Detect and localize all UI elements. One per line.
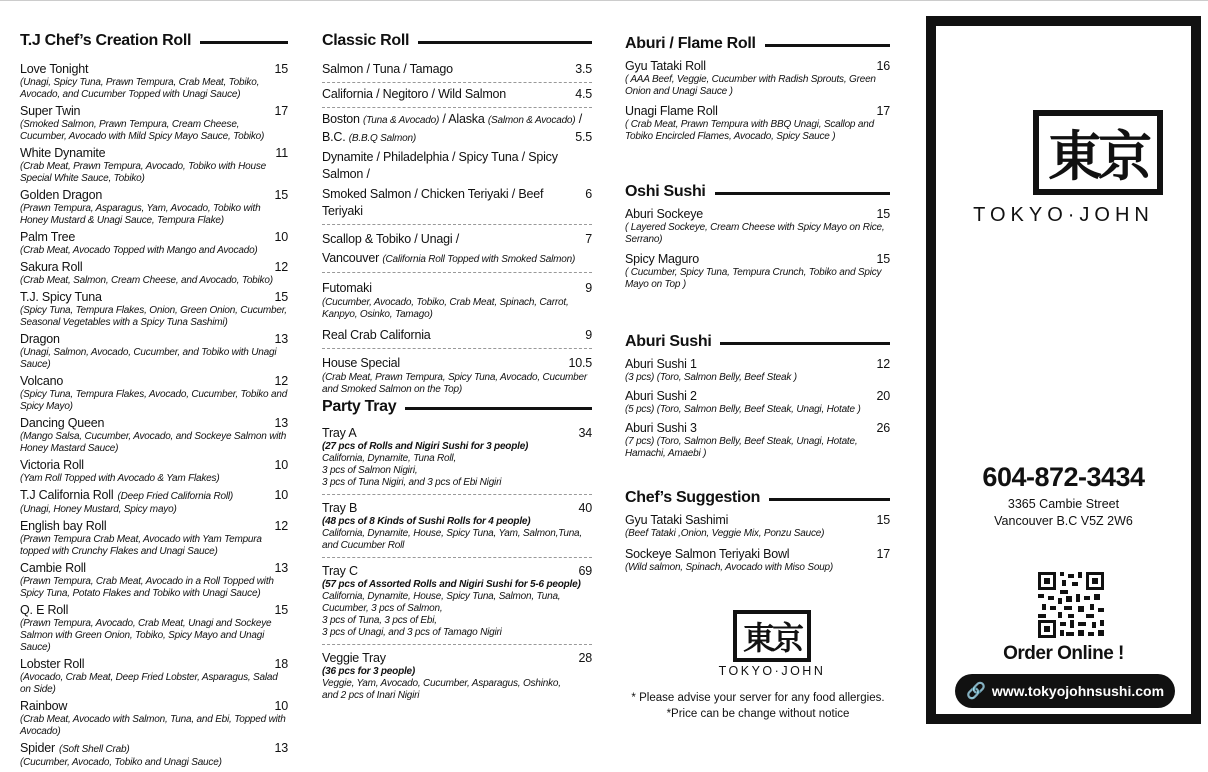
item-sub: (36 pcs for 3 people) [322, 666, 416, 677]
menu-item [20, 416, 288, 455]
section-title [322, 28, 592, 54]
item-price: 10 [274, 488, 288, 502]
item-price: 9 [585, 281, 592, 295]
item-name: Tray C [322, 564, 358, 578]
item-desc: (Prawn Tempura, Asparagus, Yam, Avocado, Tobiko with Honey Mustard & Unagi Sauce, Tempura Flake) [20, 203, 261, 226]
item-price: 10.5 [568, 356, 592, 370]
oshi-section [625, 179, 890, 297]
item-price: 12 [876, 357, 890, 371]
item-line: California, Dynamite, House, Spicy Tuna, Salmon, Tuna, [322, 591, 561, 602]
item-desc: (Cucumber, Avocado, Tobiko, Crab Meat, Spinach, Carrot, Kanpyo, Osinko, Tamago) [322, 297, 569, 320]
item-price: 13 [274, 741, 288, 755]
item-price: 10 [274, 230, 288, 244]
menu-item [322, 83, 592, 108]
item-name: California / Negitoro / Wild Salmon [322, 87, 507, 101]
item-name [625, 421, 870, 436]
item-price: 28 [578, 651, 592, 665]
item-name-text: Q. E Roll [20, 603, 69, 617]
item-price: 7 [585, 232, 592, 246]
item-name-text: Victoria Roll [20, 458, 84, 472]
item-name [20, 416, 268, 431]
title-rule [405, 407, 592, 410]
section-title [625, 485, 890, 511]
item-name [625, 389, 870, 404]
item-name: Tray A [322, 426, 357, 440]
menu-item [625, 252, 890, 291]
menu-item [625, 357, 890, 384]
party-tray-section [322, 394, 592, 711]
item-price: 15 [274, 62, 288, 76]
chef-title: Chef’s Suggestion [625, 489, 761, 506]
item-name [20, 488, 268, 504]
item-name [625, 104, 870, 119]
logo-kanji: 東京 [1048, 125, 1148, 188]
menu-item [20, 290, 288, 329]
menu-item [20, 260, 288, 287]
item-name [625, 357, 870, 372]
item-name-text: Volcano [20, 374, 64, 388]
item-price: 15 [274, 290, 288, 304]
menu-item [20, 374, 288, 413]
item-line: Veggie, Yam, Avocado, Cucumber, Asparagus, Oshinko, [322, 678, 561, 689]
item-price: 26 [876, 421, 890, 435]
item-name [20, 657, 268, 672]
menu-item [20, 146, 288, 185]
item-note: (Deep Fried California Roll) [117, 491, 234, 502]
menu-item [20, 332, 288, 371]
item-desc: (Unagi, Honey Mustard, Spicy mayo) [20, 504, 177, 515]
item-desc: (7 pcs) (Toro, Salmon Belly, Beef Steak, Unagi, Hotate, Hamachi, Amaebi ) [625, 436, 858, 459]
section-title [322, 394, 592, 420]
item-note: (California Roll Topped with Smoked Salmon) [382, 254, 576, 265]
aburi-sushi-title: Aburi Sushi [625, 333, 712, 350]
item-name [625, 59, 870, 74]
contact-panel [926, 16, 1201, 724]
item-name-text: Aburi Sushi 2 [625, 389, 697, 403]
item-sub: (57 pcs of Assorted Rolls and Nigiri Sushi for 5-6 people) [322, 579, 581, 590]
creation-list [20, 62, 288, 769]
item-name [20, 188, 268, 203]
order-online-label: Order Online ! [1003, 643, 1124, 664]
item-price: 17 [876, 104, 890, 118]
item-price: 40 [578, 501, 592, 515]
classic-title: Classic Roll [322, 32, 410, 49]
menu-item [322, 349, 592, 400]
item-desc: (Prawn Tempura Crab Meat, Avocado with Yam Tempura topped with Crunchy Flakes and Unagi Sauce) [20, 534, 262, 557]
logo-box [1033, 110, 1163, 195]
qr-code-icon[interactable] [1038, 572, 1104, 638]
item-name [20, 458, 268, 473]
item-price: 4.5 [575, 87, 592, 101]
top-border [0, 0, 1208, 1]
small-logo-box [733, 610, 811, 662]
item-desc: (Crab Meat, Prawn Tempura, Avocado, Tobiko with House Special White Sauce, Tobiko) [20, 161, 267, 184]
item-desc: (Beef Tataki ,Onion, Veggie Mix, Ponzu Sauce) [625, 528, 825, 539]
item-sub: (48 pcs of 8 Kinds of Sushi Rolls for 4 people) [322, 516, 531, 527]
item-desc: (Smoked Salmon, Prawn Tempura, Cream Cheese, Cucumber, Avocado with Mild Spicy Mayo Sauce, Tobiko) [20, 119, 265, 142]
item-name [20, 374, 268, 389]
item-desc: (Crab Meat, Avocado Topped with Mango and Avocado) [20, 245, 258, 256]
item-line: and Cucumber Roll [322, 540, 405, 551]
item-name-text: Golden Dragon [20, 188, 103, 202]
aburi-flame-title: Aburi / Flame Roll [625, 35, 756, 52]
item-name-text: Spider [20, 741, 55, 755]
classic-roll-section [322, 28, 592, 701]
item-price: 12 [274, 260, 288, 274]
item-desc: ( Cucumber, Spicy Tuna, Tempura Crunch, Tobiko and Spicy Mayo on Top ) [625, 267, 882, 290]
item-name-text: Unagi Flame Roll [625, 104, 718, 118]
website-button[interactable] [955, 674, 1175, 708]
classic-list [322, 58, 592, 400]
item-name-text: Sockeye Salmon Teriyaki Bowl [625, 547, 790, 561]
flame-list [625, 59, 890, 143]
tray-c [322, 562, 592, 645]
menu-item [20, 188, 288, 227]
menu-item [20, 488, 288, 516]
item-desc: (Prawn Tempura, Avocado, Crab Meat, Unagi and Sockeye Salmon with Green Onion, Tobiko, Spicy Mayo and Unagi Sauce) [20, 618, 272, 653]
item-price: 11 [275, 146, 288, 160]
item-price: 10 [274, 458, 288, 472]
item-desc: (Avocado, Crab Meat, Deep Fried Lobster, Asparagus, Salad on Side) [20, 672, 278, 695]
item-name-text: Aburi Sushi 3 [625, 421, 697, 435]
item-name-text: Cambie Roll [20, 561, 86, 575]
item-desc: (Unagi, Salmon, Avocado, Cucumber, and Tobiko with Unagi Sauce) [20, 347, 277, 370]
creation-roll-section [20, 28, 288, 772]
chef-suggestion-section [625, 485, 890, 581]
item-note: (Tuna & Avocado) [363, 115, 440, 126]
chef-list [625, 513, 890, 574]
item-name: / [578, 112, 582, 126]
item-name [20, 260, 268, 275]
item-line: 3 pcs of Salmon Nigiri, [322, 465, 418, 476]
item-price: 15 [274, 188, 288, 202]
section-title [20, 28, 288, 54]
item-desc: (Prawn Tempura, Crab Meat, Avocado in a Roll Topped with Spicy Tuna, Potato Flakes and Tobiko with Unagi Sauce) [20, 576, 274, 599]
item-name [20, 332, 268, 347]
section-title [625, 179, 890, 205]
oshi-list [625, 207, 890, 291]
item-name [20, 290, 268, 305]
item-price: 12 [274, 374, 288, 388]
item-name-text: Palm Tree [20, 230, 76, 244]
item-price: 16 [876, 59, 890, 73]
allergy-notice: * Please advise your server for any food allergies. [631, 692, 885, 704]
aburi-flame-section [625, 31, 890, 149]
item-name [625, 547, 870, 562]
item-note: (Soft Shell Crab) [58, 744, 130, 755]
item-price: 15 [876, 207, 890, 221]
item-name [20, 519, 268, 534]
title-rule [769, 498, 890, 501]
menu-item [20, 741, 288, 769]
item-name-text: Super Twin [20, 104, 81, 118]
item-name-text: Sakura Roll [20, 260, 83, 274]
section-title [625, 31, 890, 57]
menu-item [322, 108, 592, 225]
menu-item [20, 561, 288, 600]
item-line: Cucumber, 3 pcs of Salmon, [322, 603, 443, 614]
item-name [20, 146, 269, 161]
item-name [20, 230, 268, 245]
item-name-text: Aburi Sushi 1 [625, 357, 697, 371]
item-price: 10 [274, 699, 288, 713]
item-price: 17 [876, 547, 890, 561]
creation-title: T.J Chef’s Creation Roll [20, 32, 192, 49]
item-price: 12 [274, 519, 288, 533]
item-price: 9 [585, 328, 592, 342]
item-line: 3 pcs of Tuna Nigiri, and 3 pcs of Ebi Nigiri [322, 477, 502, 488]
tray-b [322, 499, 592, 558]
item-name [20, 741, 268, 757]
item-name [20, 62, 268, 77]
item-desc: (Spicy Tuna, Tempura Flakes, Onion, Green Onion, Cucumber, Seasonal Vegetables with a Spicy Tuna Sashimi) [20, 305, 287, 328]
item-price: 13 [274, 332, 288, 346]
item-name-text: Gyu Tataki Roll [625, 59, 706, 73]
website-url: www.tokyojohnsushi.com [991, 683, 1165, 699]
item-name-text: Spicy Maguro [625, 252, 700, 266]
item-name-text: White Dynamite [20, 146, 106, 160]
item-desc: (Spicy Tuna, Tempura Flakes, Avocado, Cucumber, Tobiko and Spicy Mayo) [20, 389, 288, 412]
phone-number[interactable]: 604-872-3434 [982, 462, 1145, 492]
item-name-text: Gyu Tataki Sashimi [625, 513, 729, 527]
item-name-text: Rainbow [20, 699, 68, 713]
menu-item [322, 273, 592, 349]
item-line: 3 pcs of Unagi, and 3 pcs of Tamago Nigiri [322, 627, 502, 638]
item-price: 69 [578, 564, 592, 578]
item-price: 13 [274, 561, 288, 575]
item-price: 13 [274, 416, 288, 430]
item-note: (B.B.Q Salmon) [348, 133, 417, 144]
item-name [625, 252, 870, 267]
item-name [20, 561, 268, 576]
menu-item [625, 389, 890, 416]
link-icon: 🔗 [965, 683, 986, 700]
item-desc: (Crab Meat, Avocado with Salmon, Tuna, and Ebi, Topped with Avocado) [20, 714, 286, 737]
item-price: 15 [274, 603, 288, 617]
item-price: 20 [876, 389, 890, 403]
aburi-list [625, 357, 890, 460]
small-logo-kanji: 東京 [742, 619, 801, 657]
menu-item [20, 519, 288, 558]
item-name [625, 207, 870, 222]
item-price: 34 [578, 426, 592, 440]
oshi-title: Oshi Sushi [625, 183, 706, 200]
item-desc: (Wild salmon, Spinach, Avocado with Miso Soup) [625, 562, 834, 573]
item-name-text: Lobster Roll [20, 657, 85, 671]
menu-item [20, 657, 288, 696]
item-desc: (Mango Salsa, Cucumber, Avocado, and Sockeye Salmon with Honey Mastard Sauce) [20, 431, 287, 454]
item-desc: (Unagi, Spicy Tuna, Prawn Tempura, Crab Meat, Tobiko, Avocado, and Cucumber Topped with Unagi Sauce) [20, 77, 260, 100]
item-name-text: Dancing Queen [20, 416, 105, 430]
menu-item [322, 58, 592, 83]
item-name [625, 513, 870, 528]
item-name: Salmon / Tuna / Tamago [322, 62, 453, 76]
item-name-text: Love Tonight [20, 62, 89, 76]
menu-item [625, 421, 890, 460]
section-title [625, 329, 890, 355]
item-name [20, 699, 268, 714]
item-price: 17 [274, 104, 288, 118]
item-desc: (3 pcs) (Toro, Salmon Belly, Beef Steak ) [625, 372, 797, 383]
title-rule [418, 41, 592, 44]
item-name [20, 104, 268, 119]
item-name: Futomaki [322, 281, 372, 295]
item-name-text: English bay Roll [20, 519, 107, 533]
title-rule [715, 192, 890, 195]
item-line: and 2 pcs of Inari Nigiri [322, 690, 420, 701]
item-desc: ( AAA Beef, Veggie, Cucumber with Radish Sprouts, Green Onion and Unagi Sauce ) [625, 74, 876, 97]
item-sub: (27 pcs of Rolls and Nigiri Sushi for 3 people) [322, 441, 529, 452]
tray-veggie [322, 649, 592, 707]
item-price: 3.5 [575, 62, 592, 76]
item-desc: ( Layered Sockeye, Cream Cheese with Spicy Mayo on Rice, Serrano) [625, 222, 885, 245]
item-name-text: T.J. Spicy Tuna [20, 290, 102, 304]
item-desc: (Cucumber, Avocado, Tobiko and Unagi Sauce) [20, 757, 222, 768]
menu-item [20, 104, 288, 143]
item-name: Boston [322, 112, 360, 126]
item-line: California, Dynamite, House, Spicy Tuna, Yam, Salmon,Tuna, [322, 528, 583, 539]
party-title: Party Tray [322, 398, 397, 415]
item-desc: ( Crab Meat, Prawn Tempura with BBQ Unagi, Scallop and Tobiko Encircled Flames, Avocado, Spicy Sauce ) [625, 119, 874, 142]
item-price: 18 [274, 657, 288, 671]
menu-item [625, 547, 890, 574]
address-line-1: 3365 Cambie Street [1007, 497, 1120, 511]
menu-item [625, 104, 890, 143]
item-name: Scallop & Tobiko / Unagi / [322, 232, 460, 246]
item-name: Vancouver [322, 251, 380, 265]
item-name: Veggie Tray [322, 651, 386, 665]
title-rule [200, 41, 288, 44]
item-line: California, Dynamite, Tuna Roll, [322, 453, 457, 464]
item-desc: (Yam Roll Topped with Avocado & Yam Flakes) [20, 473, 220, 484]
item-note: (Salmon & Avocado) [487, 115, 576, 126]
item-price: 15 [876, 252, 890, 266]
menu-item [322, 225, 592, 273]
item-name: Smoked Salmon / Chicken Teriyaki / Beef Teriyaki [322, 187, 544, 218]
item-name: / Alaska [442, 112, 485, 126]
menu-item [625, 59, 890, 98]
address-line-2: Vancouver B.C V5Z 2W6 [994, 514, 1133, 528]
small-brand-name: TOKYO·JOHN [718, 664, 826, 678]
item-price: 15 [876, 513, 890, 527]
item-price: 6 [585, 187, 592, 201]
menu-item [625, 207, 890, 246]
item-name: Dynamite / Philadelphia / Spicy Tuna / Spicy Salmon / [322, 150, 558, 181]
menu-item [20, 62, 288, 101]
menu-item [20, 230, 288, 257]
item-name: B.C. [322, 130, 346, 144]
menu-item [20, 603, 288, 654]
brand-name: TOKYO·JOHN [973, 204, 1154, 226]
item-name: Tray B [322, 501, 358, 515]
item-desc: (Crab Meat, Prawn Tempura, Spicy Tuna, Avocado, Cucumber and Smoked Salmon on the Top) [322, 372, 588, 395]
title-rule [720, 342, 890, 345]
menu-item [625, 513, 890, 540]
item-name-text: Dragon [20, 332, 60, 346]
item-name-text: T.J California Roll [20, 488, 114, 502]
price-notice: *Price can be change without notice [666, 708, 850, 720]
item-desc: (Crab Meat, Salmon, Cream Cheese, and Avocado, Tobiko) [20, 275, 273, 286]
aburi-sushi-section [625, 329, 890, 465]
tray-a [322, 424, 592, 495]
item-line: 3 pcs of Tuna, 3 pcs of Ebi, [322, 615, 437, 626]
item-price: 5.5 [575, 130, 592, 144]
item-name: Real Crab California [322, 328, 431, 342]
item-name-text: Aburi Sockeye [625, 207, 703, 221]
item-desc: (5 pcs) (Toro, Salmon Belly, Beef Steak, Unagi, Hotate ) [625, 404, 861, 415]
menu-item [20, 699, 288, 738]
menu-item [20, 458, 288, 485]
title-rule [765, 44, 890, 47]
item-name: House Special [322, 356, 401, 370]
item-name [20, 603, 268, 618]
